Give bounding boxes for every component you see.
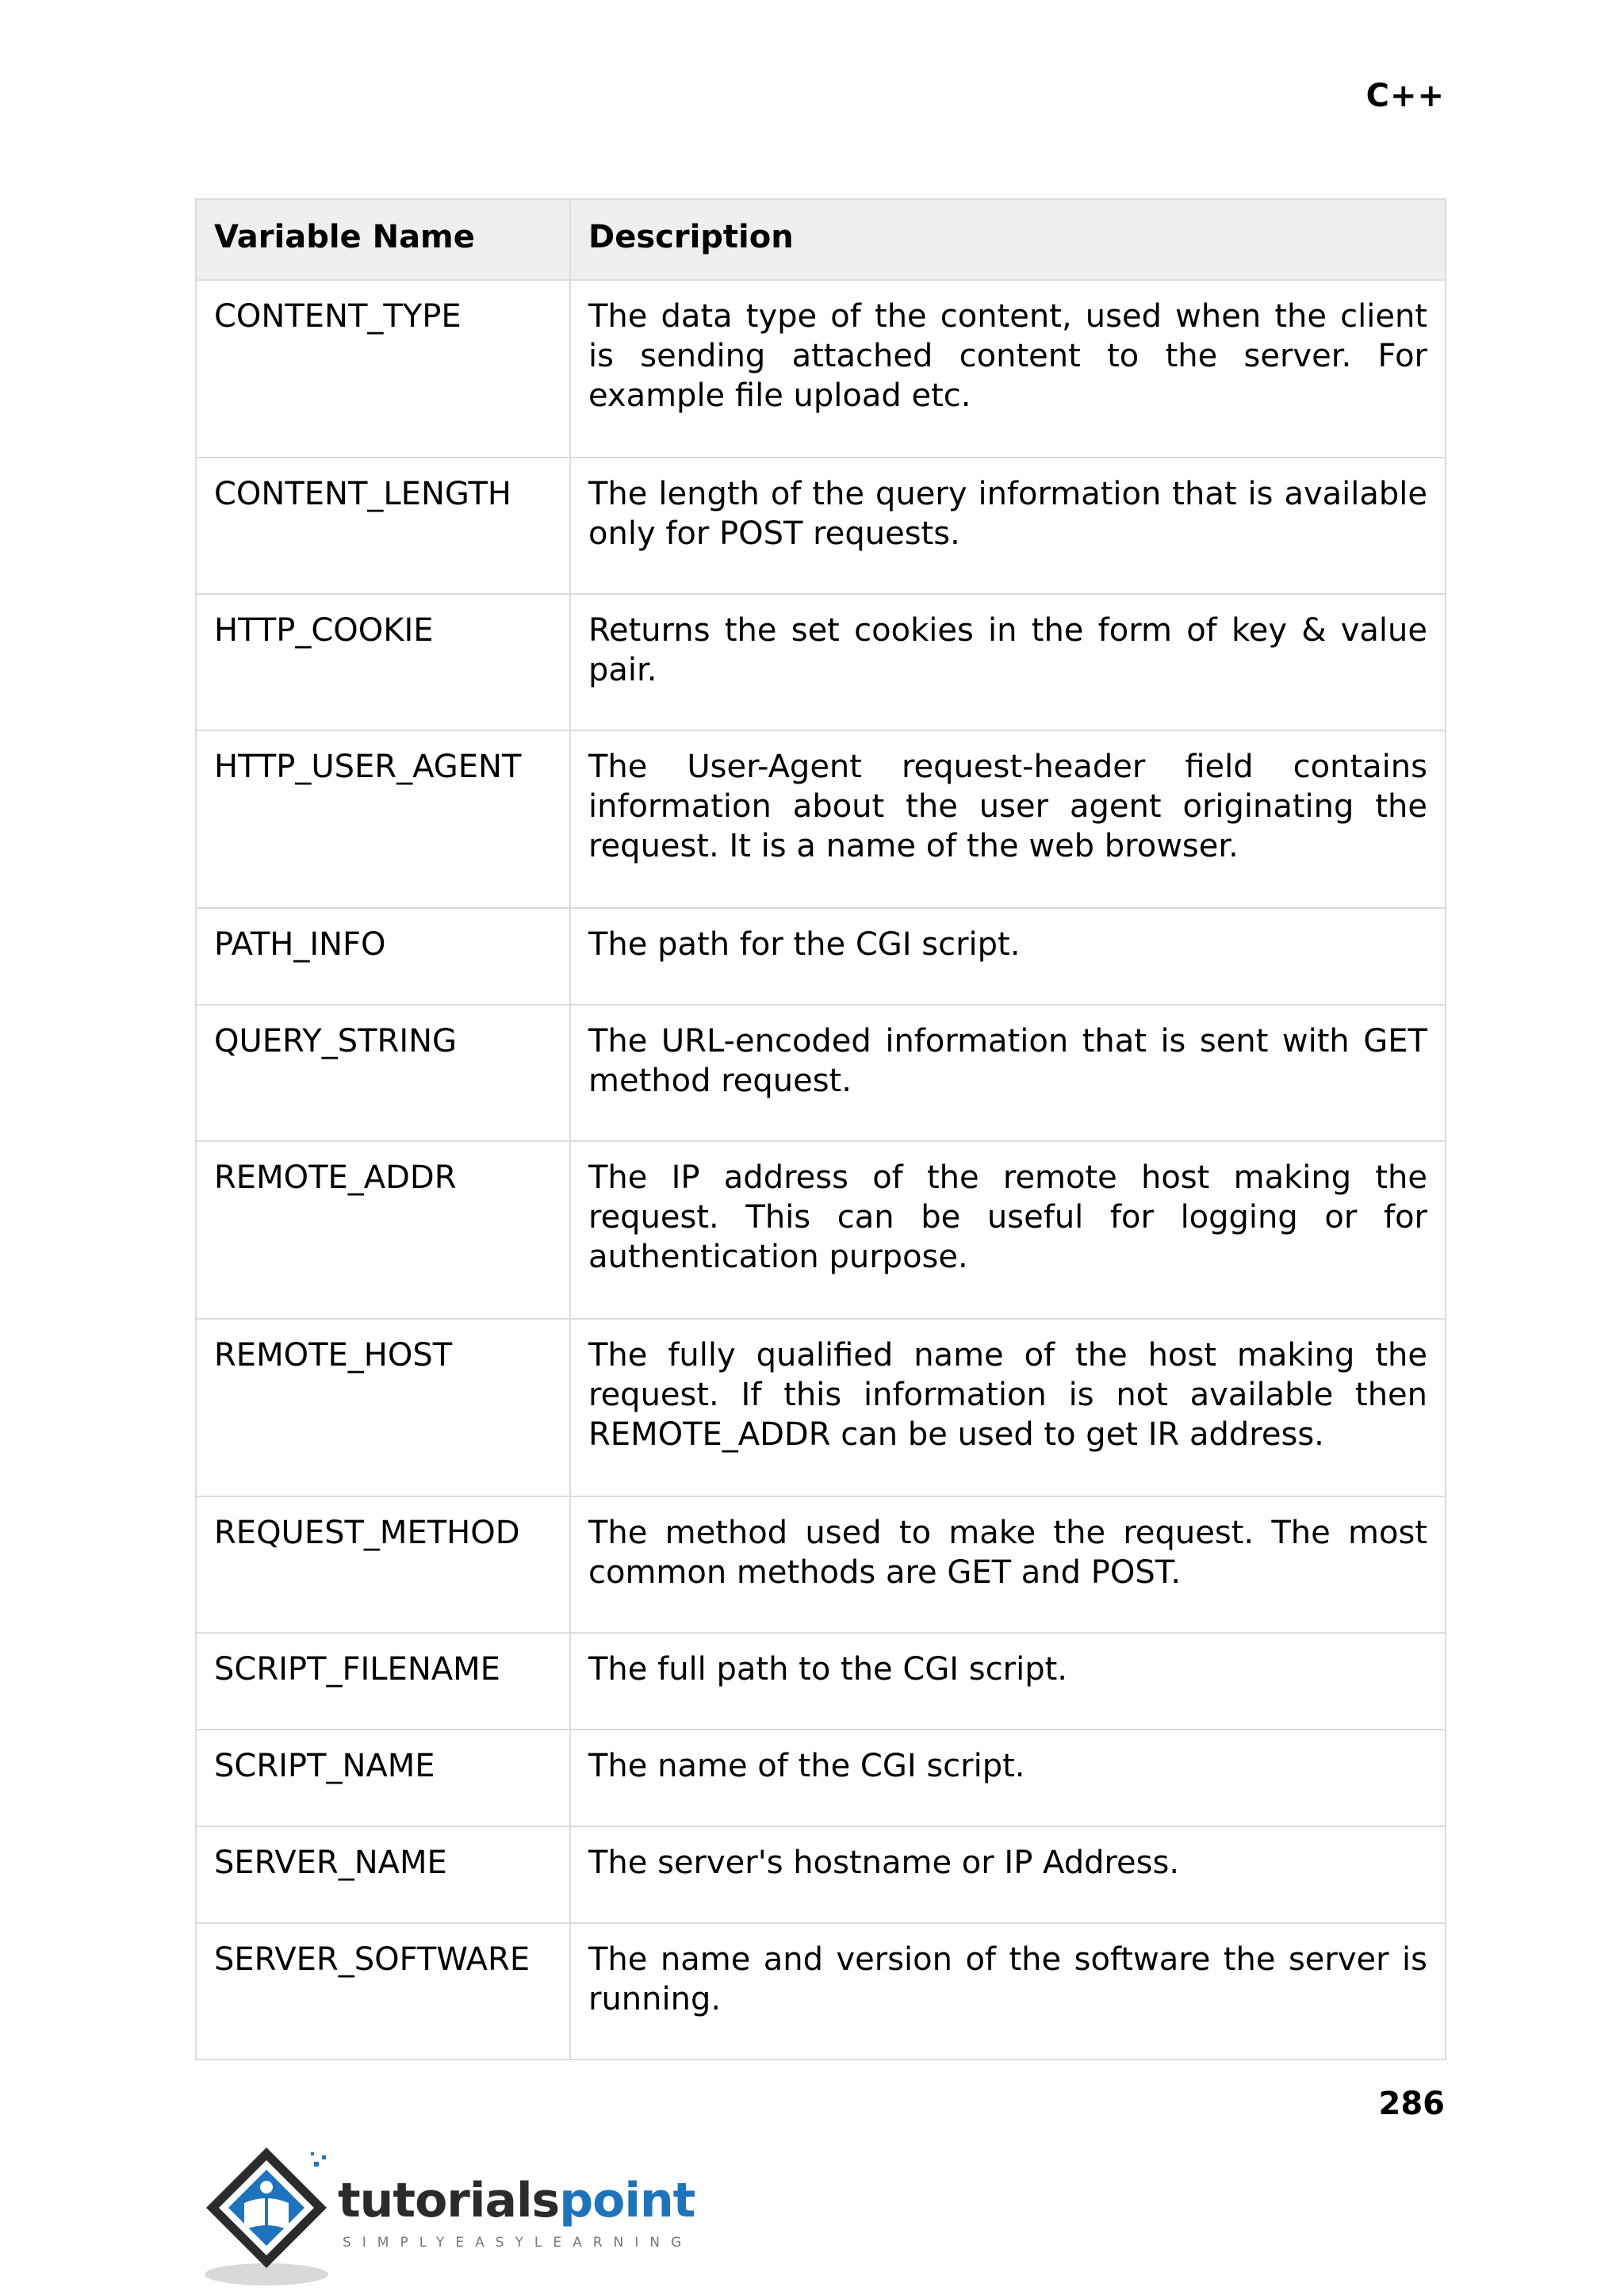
variable-name-cell: SCRIPT_NAME [196, 1730, 570, 1826]
table-row [196, 594, 1446, 730]
cgi-variables-table [195, 198, 1446, 2060]
variable-name-cell: PATH_INFO [196, 908, 570, 1005]
table-row [196, 458, 1446, 594]
table-row [196, 1319, 1446, 1496]
description-cell: The data type of the content, used when the client is sending attached content to the server. For example file upload etc. [570, 280, 1446, 458]
logo-wordmark [338, 2173, 695, 2228]
variable-name-cell: HTTP_USER_AGENT [196, 730, 570, 908]
description-cell: The name of the CGI script. [570, 1730, 1446, 1826]
table-row [196, 908, 1446, 1005]
variable-name-cell: CONTENT_TYPE [196, 280, 570, 458]
running-header-title: C++ [1365, 78, 1445, 114]
variable-name-cell: SCRIPT_FILENAME [196, 1633, 570, 1730]
table-row [196, 280, 1446, 458]
description-cell: The full path to the CGI script. [570, 1633, 1446, 1730]
description-cell: The IP address of the remote host making the request. This can be useful for logging or for authentication purpose. [570, 1141, 1446, 1319]
logo-tagline: SIMPLYEASYLEARNING [343, 2235, 693, 2251]
description-cell: The fully qualified name of the host making the request. If this information is not available then REMOTE_ADDR can be used to get IR address. [570, 1319, 1446, 1496]
variable-name-cell: REMOTE_HOST [196, 1319, 570, 1496]
tutorialspoint-logo-icon [195, 2141, 338, 2292]
table-row [196, 1005, 1446, 1141]
table-row [196, 1496, 1446, 1633]
table-row [196, 1826, 1446, 1923]
variable-name-cell: SERVER_SOFTWARE [196, 1923, 570, 2059]
logo-wordmark-point: point [559, 2173, 695, 2228]
logo-wordmark-tutorials: tutorials [338, 2173, 560, 2228]
tutorialspoint-logo [195, 2141, 695, 2292]
column-header-variable-name: Variable Name [196, 199, 570, 280]
description-cell: Returns the set cookies in the form of key & value pair. [570, 594, 1446, 730]
description-cell: The path for the CGI script. [570, 908, 1446, 1005]
description-cell: The method used to make the request. The most common methods are GET and POST. [570, 1496, 1446, 1633]
page-number: 286 [1378, 2086, 1445, 2122]
table-row [196, 730, 1446, 908]
description-cell: The length of the query information that is available only for POST requests. [570, 458, 1446, 594]
table-header-row [196, 199, 1446, 280]
variable-name-cell: SERVER_NAME [196, 1826, 570, 1923]
variable-name-cell: REQUEST_METHOD [196, 1496, 570, 1633]
table-row [196, 1730, 1446, 1826]
table-row [196, 1633, 1446, 1730]
table-row [196, 1923, 1446, 2059]
description-cell: The URL-encoded information that is sent with GET method request. [570, 1005, 1446, 1141]
variable-name-cell: REMOTE_ADDR [196, 1141, 570, 1319]
variable-name-cell: QUERY_STRING [196, 1005, 570, 1141]
column-header-description: Description [570, 199, 1446, 280]
variable-name-cell: HTTP_COOKIE [196, 594, 570, 730]
description-cell: The server's hostname or IP Address. [570, 1826, 1446, 1923]
description-cell: The name and version of the software the server is running. [570, 1923, 1446, 2059]
description-cell: The User-Agent request-header field contains information about the user agent originating the request. It is a name of the web browser. [570, 730, 1446, 908]
variable-name-cell: CONTENT_LENGTH [196, 458, 570, 594]
table-row [196, 1141, 1446, 1319]
